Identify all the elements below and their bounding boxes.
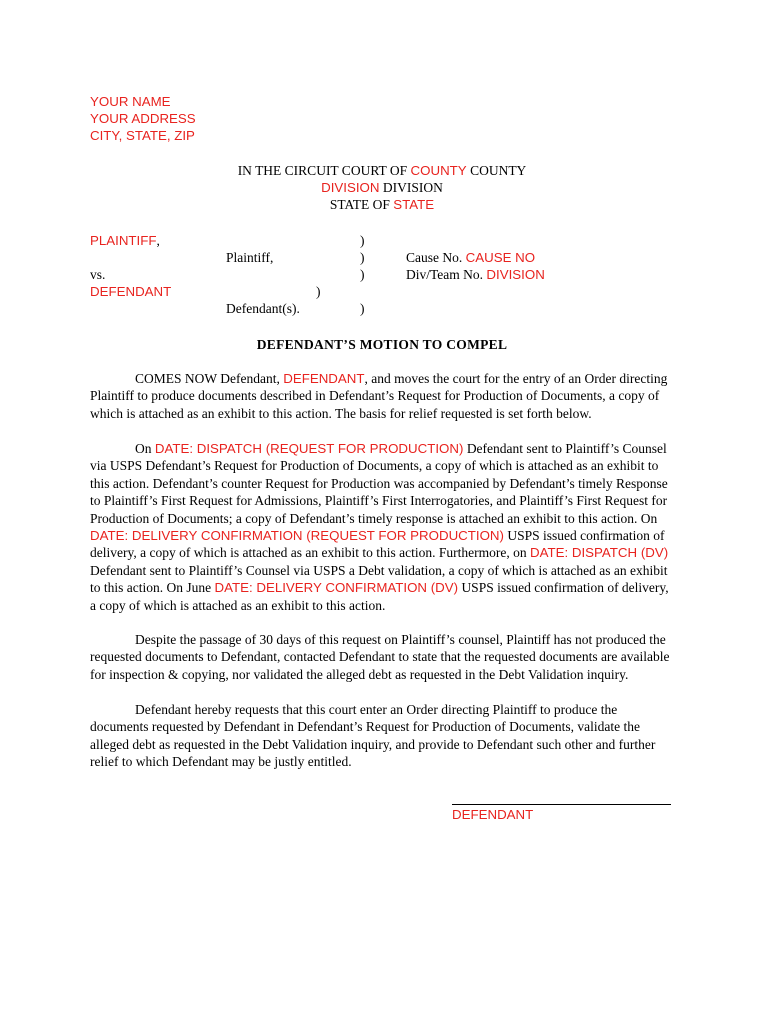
caption-paren: ) (360, 267, 365, 282)
document-title: DEFENDANT’S MOTION TO COMPEL (256, 337, 508, 352)
caption-paren: ) (360, 250, 365, 265)
paragraph-1: COMES NOW Defendant, DEFENDANT, and moves the court for the entry of an Order directing Plaintiff to produce documents described in Defendant’s Request for Production of Documents, a copy of which is attached as an exhibit to this action. The basis for relief requested is set forth below. (90, 371, 668, 421)
caption-paren: ) (316, 284, 321, 299)
caption-paren: ) (360, 301, 365, 316)
court-line-1: IN THE CIRCUIT COURT OF COUNTY COUNTY (237, 163, 527, 178)
sender-name: YOUR NAME (90, 94, 171, 109)
court-line-3: STATE OF STATE (329, 197, 435, 212)
paragraph-4: Defendant hereby requests that this court enter an Order directing Plaintiff to produce the documents requested by Defendant in Defendant’s Request for Production of Documents, validate the alleged debt as requested in the Debt Validation inquiry, and provide to Defendant such other and further relief to which Defendant may be justly entitled. (90, 702, 656, 770)
cause-number: Cause No. CAUSE NO (406, 250, 536, 265)
signature-name: DEFENDANT (452, 807, 534, 822)
defendant-label: Defendant(s). (226, 301, 300, 316)
caption-paren: ) (360, 233, 365, 248)
signature-line (452, 804, 671, 805)
paragraph-2: On DATE: DISPATCH (REQUEST FOR PRODUCTION) Defendant sent to Plaintiff’s Counsel via USPS Defendant’s Request for Production of Documents, a copy of which is attached as an exhibit to this action. Defendant’s counter Request for Production was accompanied by Defendant’s timely Response to Plaintiff’s First Request for Admissions, Plaintiff’s First Interrogatories, and Plaintiff’s First Request for Production of Documents; a copy of Defendant’s timely response is attached an exhibit to this action. On DATE: DELIVERY CONFIRMATION (REQUEST FOR PRODUCTION) USPS issued confirmation of delivery, a copy of which is attached as an exhibit to this action. Furthermore, on DATE: DISPATCH (DV) Defendant sent to Plaintiff’s Counsel via USPS a Debt validation, a copy of which is attached as an exhibit to this action. On June DATE: DELIVERY CONFIRMATION (DV) USPS issued confirmation of delivery, a copy of which is attached as an exhibit to this action. (90, 441, 669, 613)
plaintiff-label: Plaintiff, (226, 250, 274, 265)
sender-address: YOUR ADDRESS (90, 111, 196, 126)
defendant-name: DEFENDANT (90, 284, 172, 299)
plaintiff-name: PLAINTIFF, (90, 233, 160, 248)
sender-city: CITY, STATE, ZIP (90, 128, 195, 143)
division-number: Div/Team No. DIVISION (406, 267, 545, 282)
paragraph-3: Despite the passage of 30 days of this request on Plaintiff’s counsel, Plaintiff has not produced the requested documents to Defendant, contacted Defendant to state that the requested documents are available for inspection & copying, nor validated the alleged debt as requested in the Debt Validation inquiry. (90, 632, 670, 682)
versus-label: vs. (90, 267, 106, 282)
court-line-2: DIVISION DIVISION (321, 180, 443, 195)
